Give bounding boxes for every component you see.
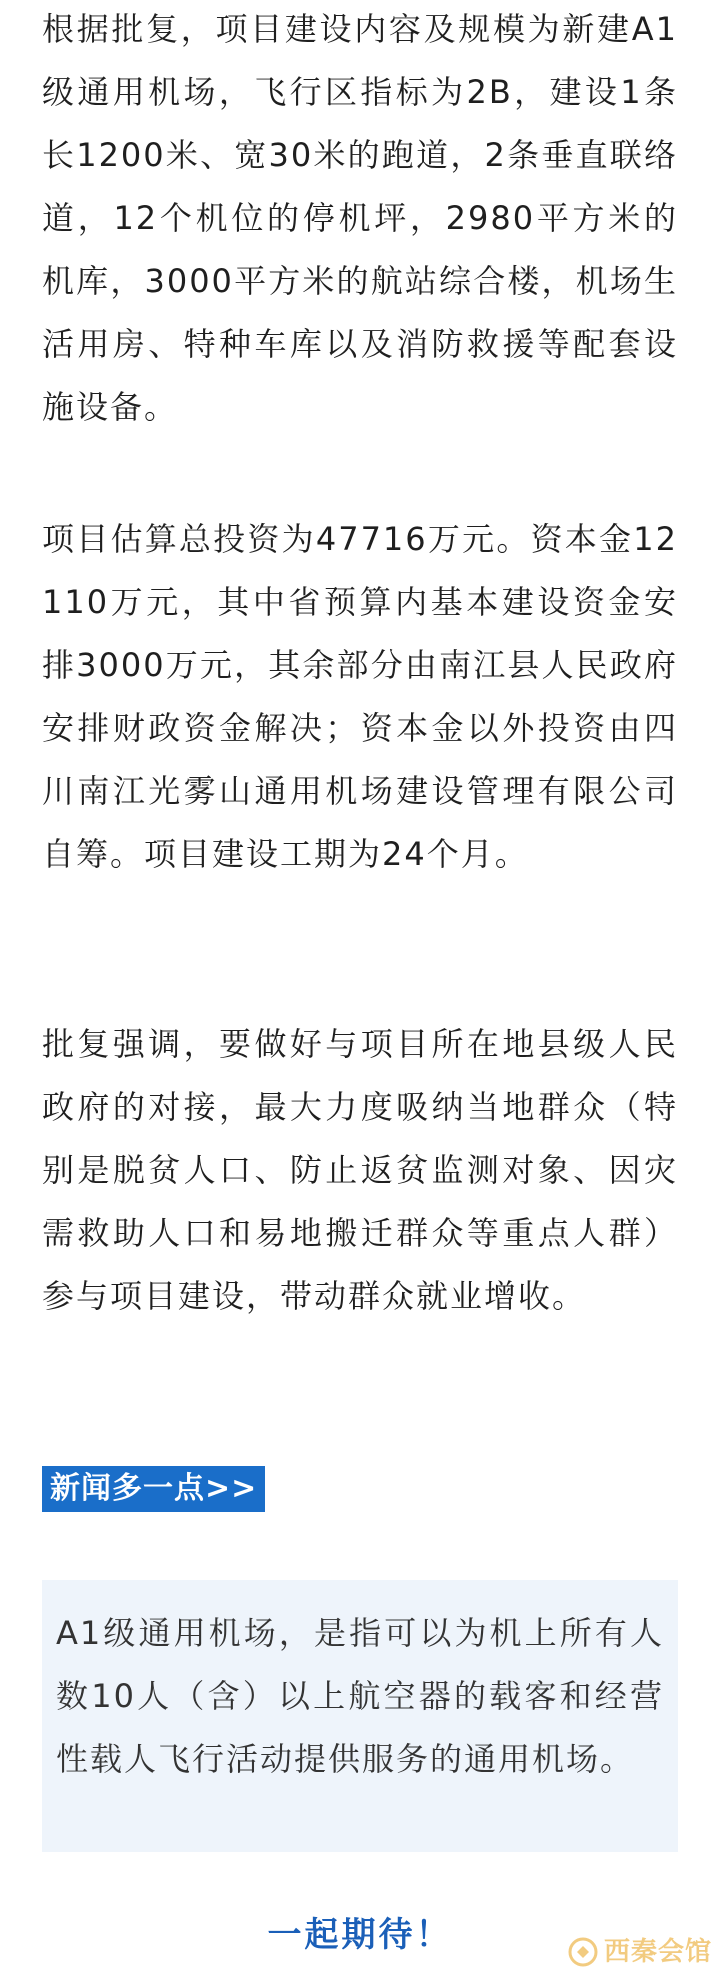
news-more-tag: 新闻多一点>> bbox=[42, 1466, 265, 1512]
info-box-text: A1级通用机场，是指可以为机上所有人数10人（含）以上航空器的载客和经营性载人飞行活动提供服务的通用机场。 bbox=[56, 1614, 664, 1778]
watermark-logo-icon bbox=[568, 1937, 598, 1967]
watermark bbox=[568, 1935, 712, 1969]
paragraph-investment: 项目估算总投资为47716万元。资本金12110万元，其中省预算内基本建设资金安排3000万元，其余部分由南江县人民政府安排财政资金解决；资本金以外投资由四川南江光雾山通用机场建设管理有限公司自筹。项目建设工期为24个月。 bbox=[42, 520, 678, 873]
info-box bbox=[42, 1580, 678, 1852]
closing-text: 一起期待！ bbox=[267, 1915, 453, 1955]
watermark-text: 西秦会馆 bbox=[603, 1937, 712, 1967]
paragraph-project-scope: 根据批复，项目建设内容及规模为新建A1级通用机场，飞行区指标为2B，建设1条长1200米、宽30米的跑道，2条垂直联络道，12个机位的停机坪，2980平方米的机库，3000平方米的航站综合楼，机场生活用房、特种车库以及消防救援等配套设施设备。 bbox=[42, 10, 678, 426]
paragraph-approval-emphasis: 批复强调，要做好与项目所在地县级人民政府的对接，最大力度吸纳当地群众（特别是脱贫人口、防止返贫监测对象、因灾需救助人口和易地搬迁群众等重点人群）参与项目建设，带动群众就业增收。 bbox=[42, 1025, 678, 1315]
